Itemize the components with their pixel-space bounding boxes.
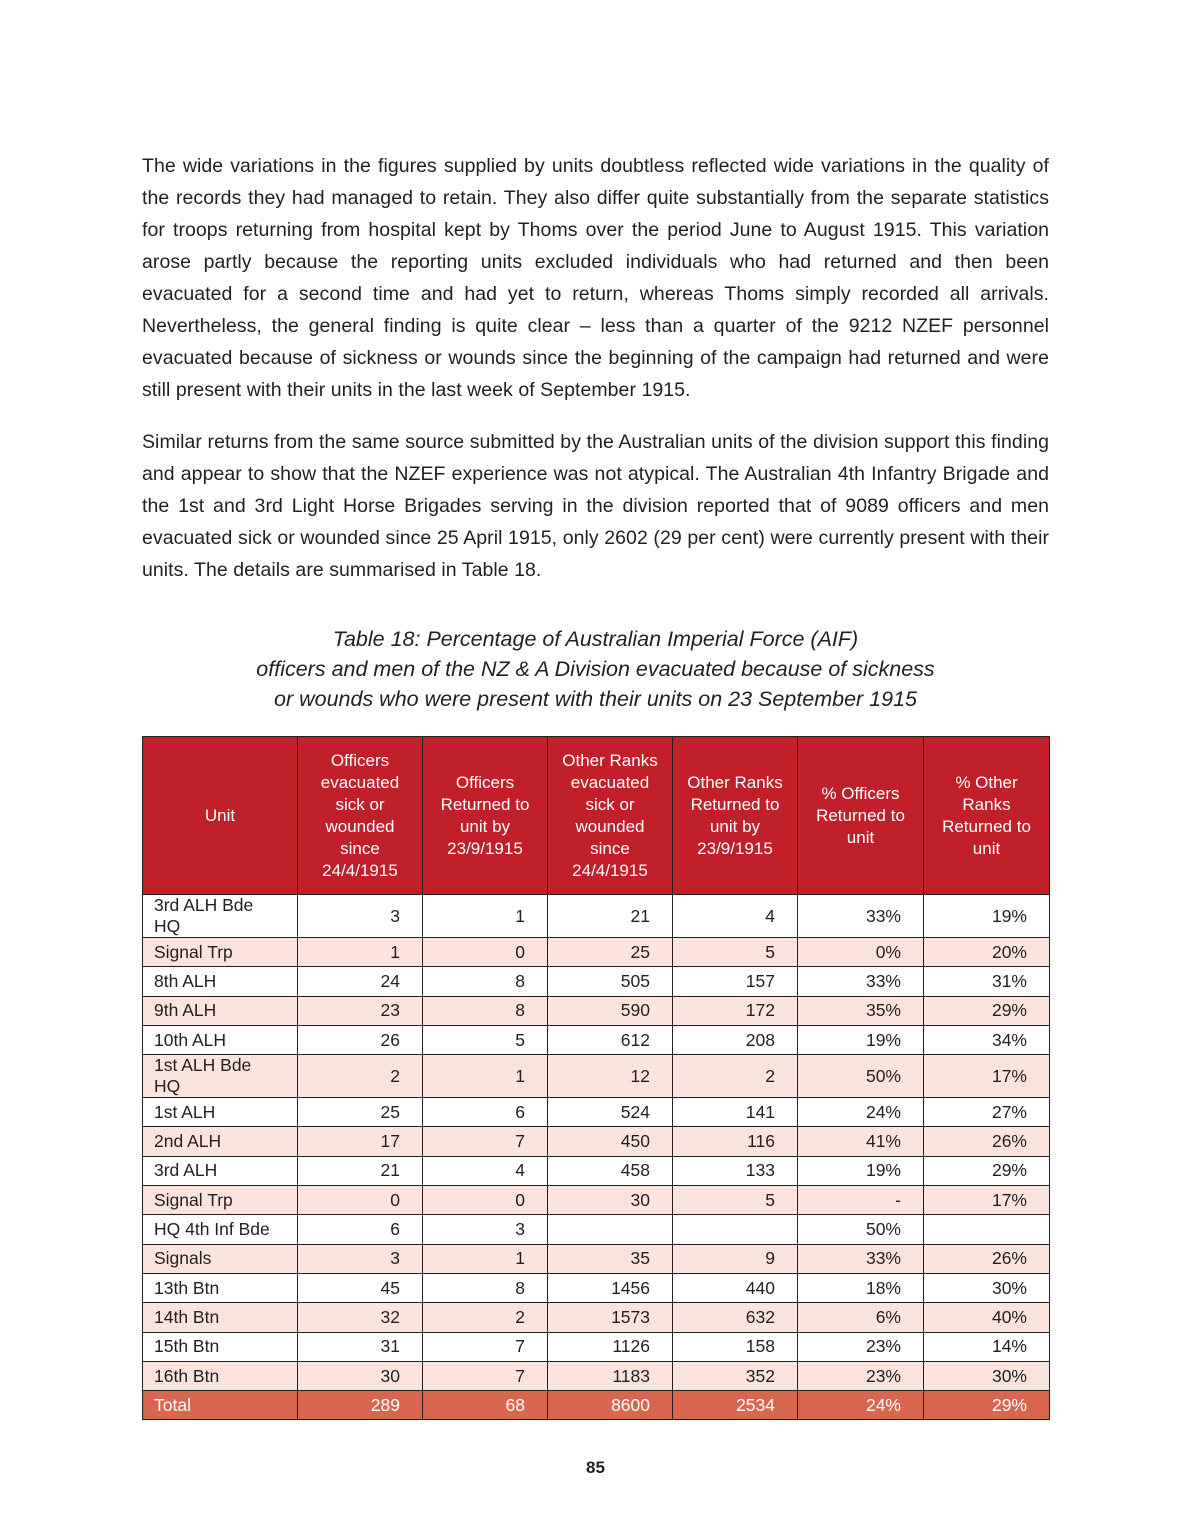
value-cell: 33% — [798, 1244, 924, 1273]
value-cell: 1456 — [548, 1273, 673, 1302]
paragraph-1: The wide variations in the figures supplied by units doubtless reflected wide variations in the quality of the records they had managed to retain. They also differ quite substantially from the separate statistics for troops returning from hospital kept by Thoms over the period June to August 1915. This variation arose partly because the reporting units excluded individuals who had returned and then been evacuated for a second time and had yet to return, whereas Thoms simply recorded all arrivals. Nevertheless, the general finding is quite clear – less than a quarter of the 9212 NZEF personnel evacuated because of sickness or wounds since the beginning of the campaign had returned and were still present with their units in the last week of September 1915. — [142, 155, 1049, 401]
unit-cell: 1st ALH Bde HQ — [143, 1055, 298, 1098]
table-row — [143, 1055, 1050, 1098]
value-cell: 17 — [298, 1127, 423, 1156]
value-cell: 1183 — [548, 1361, 673, 1390]
table-row — [143, 1303, 1050, 1332]
value-cell: 6% — [798, 1303, 924, 1332]
value-cell: 172 — [673, 996, 798, 1025]
value-cell: 632 — [673, 1303, 798, 1332]
table-row — [143, 895, 1050, 938]
table-row — [143, 1215, 1050, 1244]
value-cell — [924, 1215, 1050, 1244]
table-body — [143, 895, 1050, 1420]
table-row — [143, 1156, 1050, 1185]
caption-line: Table 18: Percentage of Australian Imperial Force (AIF) — [332, 627, 859, 651]
value-cell: 26% — [924, 1244, 1050, 1273]
value-cell: 116 — [673, 1127, 798, 1156]
value-cell: 40% — [924, 1303, 1050, 1332]
value-cell: 24% — [798, 1098, 924, 1127]
value-cell: 31% — [924, 967, 1050, 996]
value-cell: 23% — [798, 1332, 924, 1361]
caption-line: officers and men of the NZ & A Division evacuated because of sickness — [256, 657, 935, 681]
unit-cell: 1st ALH — [143, 1098, 298, 1127]
value-cell: 3 — [423, 1215, 548, 1244]
value-cell: 35 — [548, 1244, 673, 1273]
unit-cell: Signal Trp — [143, 938, 298, 967]
value-cell: 32 — [298, 1303, 423, 1332]
caption-line: or wounds who were present with their units on 23 September 1915 — [274, 687, 917, 711]
value-cell: 458 — [548, 1156, 673, 1185]
value-cell: 5 — [673, 938, 798, 967]
unit-cell: 10th ALH — [143, 1025, 298, 1054]
value-cell: 19% — [798, 1025, 924, 1054]
value-cell: 31 — [298, 1332, 423, 1361]
value-cell: 26 — [298, 1025, 423, 1054]
paragraph-2: Similar returns from the same source submitted by the Australian units of the division support this finding and appear to show that the NZEF experience was not atypical. The Australian 4th Infantry Brigade and the 1st and 3rd Light Horse Brigades serving in the division reported that of 9089 officers and men evacuated sick or wounded since 25 April 1915, only 2602 (29 per cent) were currently present with their units. The details are summarised in Table 18. — [142, 431, 1049, 581]
value-cell: 440 — [673, 1273, 798, 1302]
table-row — [143, 1244, 1050, 1273]
value-cell: 4 — [423, 1156, 548, 1185]
value-cell: 30% — [924, 1361, 1050, 1390]
value-cell: 45 — [298, 1273, 423, 1302]
body-text — [142, 150, 1049, 606]
value-cell: 14% — [924, 1332, 1050, 1361]
value-cell: 158 — [673, 1332, 798, 1361]
value-cell: 50% — [798, 1215, 924, 1244]
unit-cell: Total — [143, 1391, 298, 1420]
value-cell: 4 — [673, 895, 798, 938]
value-cell: 3 — [298, 895, 423, 938]
value-cell: 34% — [924, 1025, 1050, 1054]
value-cell: 0% — [798, 938, 924, 967]
unit-cell: 16th Btn — [143, 1361, 298, 1390]
unit-cell: 8th ALH — [143, 967, 298, 996]
value-cell: 6 — [298, 1215, 423, 1244]
value-cell — [673, 1215, 798, 1244]
value-cell: 6 — [423, 1098, 548, 1127]
column-header-officers-returned: Officers Returned to unit by 23/9/1915 — [423, 737, 548, 895]
unit-cell: 15th Btn — [143, 1332, 298, 1361]
value-cell: 29% — [924, 1391, 1050, 1420]
value-cell: 0 — [423, 1186, 548, 1215]
unit-cell: 14th Btn — [143, 1303, 298, 1332]
table-row — [143, 938, 1050, 967]
table-total-row — [143, 1391, 1050, 1420]
value-cell: 17% — [924, 1186, 1050, 1215]
value-cell: 8600 — [548, 1391, 673, 1420]
column-header-pct-officers-returned: % Officers Returned to unit — [798, 737, 924, 895]
value-cell: 68 — [423, 1391, 548, 1420]
column-header-other-ranks-evacuated: Other Ranks evacuated sick or wounded since 24/4/1915 — [548, 737, 673, 895]
value-cell: 41% — [798, 1127, 924, 1156]
value-cell: 8 — [423, 967, 548, 996]
unit-cell: HQ 4th Inf Bde — [143, 1215, 298, 1244]
value-cell: 0 — [298, 1186, 423, 1215]
table-row — [143, 1361, 1050, 1390]
table-caption — [142, 624, 1049, 714]
value-cell: 25 — [548, 938, 673, 967]
table-row — [143, 1332, 1050, 1361]
value-cell: 50% — [798, 1055, 924, 1098]
value-cell: 19% — [798, 1156, 924, 1185]
value-cell: 18% — [798, 1273, 924, 1302]
table-row — [143, 1025, 1050, 1054]
value-cell: 17% — [924, 1055, 1050, 1098]
value-cell: 0 — [423, 938, 548, 967]
value-cell: 1573 — [548, 1303, 673, 1332]
table-row — [143, 1186, 1050, 1215]
value-cell: 1 — [298, 938, 423, 967]
value-cell: - — [798, 1186, 924, 1215]
value-cell: 133 — [673, 1156, 798, 1185]
value-cell: 23 — [298, 996, 423, 1025]
value-cell: 352 — [673, 1361, 798, 1390]
value-cell: 7 — [423, 1332, 548, 1361]
value-cell: 33% — [798, 895, 924, 938]
value-cell: 30 — [548, 1186, 673, 1215]
column-header-officers-evacuated: Officers evacuated sick or wounded since 24/4/1915 — [298, 737, 423, 895]
value-cell: 23% — [798, 1361, 924, 1390]
value-cell: 29% — [924, 996, 1050, 1025]
value-cell: 30% — [924, 1273, 1050, 1302]
value-cell: 612 — [548, 1025, 673, 1054]
unit-cell: Signal Trp — [143, 1186, 298, 1215]
table-row — [143, 996, 1050, 1025]
table-row — [143, 1098, 1050, 1127]
page-number: 85 — [586, 1458, 605, 1477]
value-cell: 1 — [423, 1244, 548, 1273]
value-cell: 505 — [548, 967, 673, 996]
value-cell: 21 — [548, 895, 673, 938]
value-cell: 35% — [798, 996, 924, 1025]
value-cell: 33% — [798, 967, 924, 996]
table-header-row — [143, 737, 1050, 895]
value-cell: 3 — [298, 1244, 423, 1273]
value-cell: 24 — [298, 967, 423, 996]
value-cell: 7 — [423, 1361, 548, 1390]
table-row — [143, 1273, 1050, 1302]
value-cell: 8 — [423, 996, 548, 1025]
value-cell: 7 — [423, 1127, 548, 1156]
value-cell: 24% — [798, 1391, 924, 1420]
value-cell: 289 — [298, 1391, 423, 1420]
value-cell: 27% — [924, 1098, 1050, 1127]
column-header-other-ranks-returned: Other Ranks Returned to unit by 23/9/1915 — [673, 737, 798, 895]
value-cell: 2534 — [673, 1391, 798, 1420]
value-cell: 208 — [673, 1025, 798, 1054]
value-cell: 5 — [673, 1186, 798, 1215]
value-cell: 2 — [423, 1303, 548, 1332]
value-cell: 2 — [298, 1055, 423, 1098]
unit-cell: 13th Btn — [143, 1273, 298, 1302]
value-cell: 5 — [423, 1025, 548, 1054]
table-row — [143, 967, 1050, 996]
value-cell: 25 — [298, 1098, 423, 1127]
unit-cell: 2nd ALH — [143, 1127, 298, 1156]
unit-cell: 9th ALH — [143, 996, 298, 1025]
value-cell: 12 — [548, 1055, 673, 1098]
column-header-unit: Unit — [143, 737, 298, 895]
value-cell: 30 — [298, 1361, 423, 1390]
value-cell: 29% — [924, 1156, 1050, 1185]
value-cell: 524 — [548, 1098, 673, 1127]
value-cell: 590 — [548, 996, 673, 1025]
value-cell: 141 — [673, 1098, 798, 1127]
value-cell: 26% — [924, 1127, 1050, 1156]
value-cell: 9 — [673, 1244, 798, 1273]
value-cell: 450 — [548, 1127, 673, 1156]
unit-cell: 3rd ALH Bde HQ — [143, 895, 298, 938]
value-cell: 1126 — [548, 1332, 673, 1361]
value-cell: 19% — [924, 895, 1050, 938]
unit-cell: Signals — [143, 1244, 298, 1273]
unit-cell: 3rd ALH — [143, 1156, 298, 1185]
value-cell: 1 — [423, 1055, 548, 1098]
value-cell: 157 — [673, 967, 798, 996]
evacuation-table — [142, 736, 1050, 1420]
table-row — [143, 1127, 1050, 1156]
value-cell: 1 — [423, 895, 548, 938]
value-cell: 8 — [423, 1273, 548, 1302]
value-cell: 20% — [924, 938, 1050, 967]
value-cell: 21 — [298, 1156, 423, 1185]
column-header-pct-other-ranks-returned: % Other Ranks Returned to unit — [924, 737, 1050, 895]
value-cell — [548, 1215, 673, 1244]
value-cell: 2 — [673, 1055, 798, 1098]
